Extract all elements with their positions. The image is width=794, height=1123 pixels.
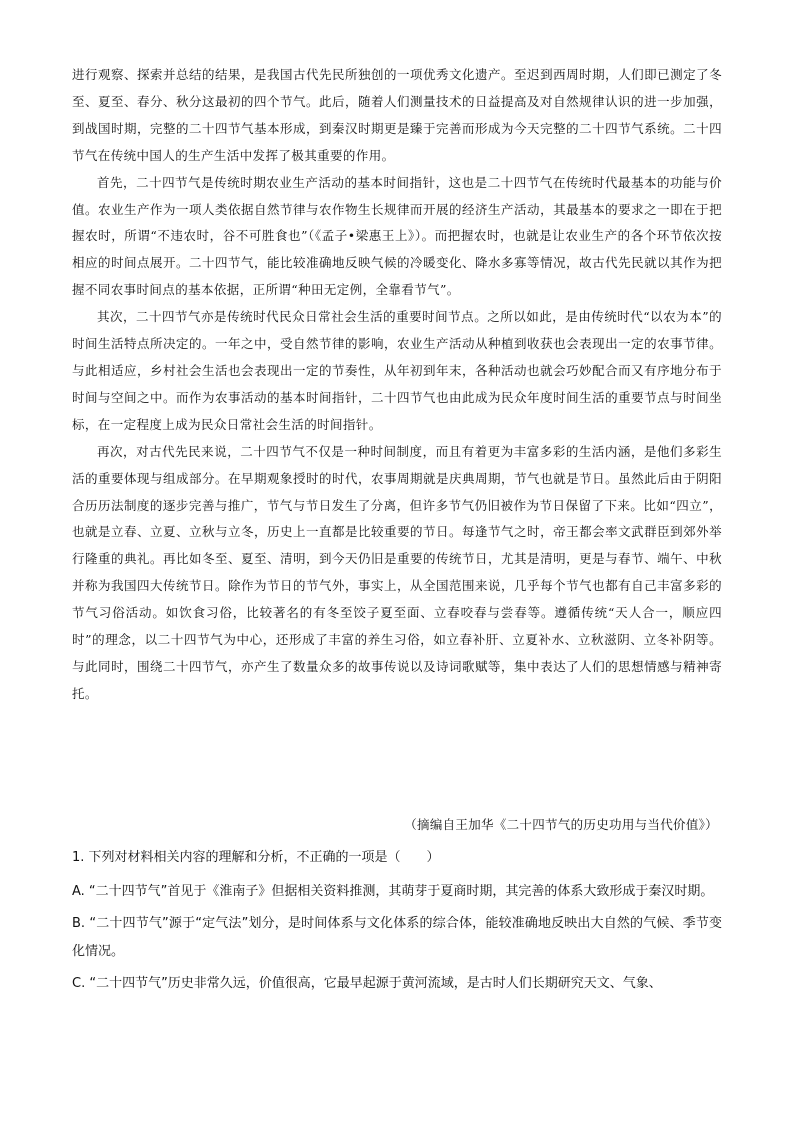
passage-source: （摘编自王加华《二十四节气的历史功用与当代价值》） [404,817,718,832]
passage-paragraph: 其次，二十四节气亦是传统时代民众日常社会生活的重要时间节点。之所以如此，是由传统时代“以农为本”的时间生活特点所决定的。一年之中，受自然节律的影响，农业生产活动从种植到收获也会表现出一定的农事节律。与此相适应，乡村社会生活也会表现出一定的节奏性，从年初到年末，各种活动也就会巧妙配合而又有序地分布于时间与空间之中。而作为农事活动的基本时间指针，二十四节气也由此成为民众年度时间生活的重要节点与时间坐标，在一定程度上成为民众日常社会生活的时间指针。 [72,309,722,432]
passage-paragraph: 再次，对古代先民来说，二十四节气不仅是一种时间制度，而且有着更为丰富多彩的生活内涵，是他们多彩生活的重要体现与组成部分。在早期观象授时的时代，农事周期就是庆典周期，节气也就是节日。虽然此后由于阴阳合历历法制度的逐步完善与推广，节气与节日发生了分离，但许多节气仍旧被作为节日保留了下来。比如“四立”，也就是立春、立夏、立秋与立冬，历史上一直都是比较重要的节日。每逢节气之时，帝王都会率文武群臣到郊外举行隆重的典礼。再比如冬至、夏至、清明，到今天仍旧是重要的传统节日，尤其是清明，更是与春节、端午、中秋并称为我国四大传统节日。除作为节日的节气外，事实上，从全国范围来说，几乎每个节气也都有自己丰富多彩的节气习俗活动。如饮食习俗，比较著名的有冬至饺子夏至面、立春咬春与尝春等。遵循传统“天人合一，顺应四时”的理念，以二十四节气为中心，还形成了丰富的养生习俗，如立春补肝、立夏补水、立秋滋阴、立冬补阴等。与此同时，围绕二十四节气，亦产生了数量众多的故事传说以及诗词歌赋等，集中表达了人们的思想情感与精神寄托。 [72,443,722,701]
question-stem: 1. 下列对材料相关内容的理解和分析，不正确的一项是（ ） [72,850,440,865]
answer-option-b: B. “二十四节气”源于“定气法”划分，是时间体系与文化体系的综合体，能较准确地反映出大自然的气候、季节变化情况。 [72,916,722,959]
passage-paragraph: 进行观察、探索并总结的结果，是我国古代先民所独创的一项优秀文化遗产。至迟到西周时期，人们即已测定了冬至、夏至、春分、秋分这最初的四个节气。此后，随着人们测量技术的日益提高及对自然规律认识的进一步加强，到战国时期，完整的二十四节气基本形成，到秦汉时期更是臻于完善而形成为今天完整的二十四节气系统。二十四节气在传统中国人的生产生活中发挥了极其重要的作用。 [72,67,722,163]
answer-option-a: A. “二十四节气”首见于《淮南子》但据相关资料推测，其萌芽于夏商时期，其完善的体系大致形成于秦汉时期。 [72,884,714,899]
passage-paragraph: 首先，二十四节气是传统时期农业生产活动的基本时间指针，这也是二十四节气在传统时代最基本的功能与价值。农业生产作为一项人类依据自然节律与农作物生长规律而开展的经济生产活动，其最基本的要求之一即在于把握农时，所谓“不违农时，谷不可胜食也”（《孟子•梁惠王上》）。而把握农时，也就是让农业生产的各个环节依次按相应的时间点展开。二十四节气，能比较准确地反映气候的冷暖变化、降水多寡等情况，故古代先民就以其作为把握不同农事时间点的基本依据，正所谓“种田无定例，全靠看节气”。 [72,174,722,298]
question-block [72,844,722,1002]
answer-option-c: C. “二十四节气”历史非常久远，价值很高，它最早起源于黄河流域，是古时人们长期研究天文、气象、 [72,976,662,991]
reading-passage [72,62,722,708]
